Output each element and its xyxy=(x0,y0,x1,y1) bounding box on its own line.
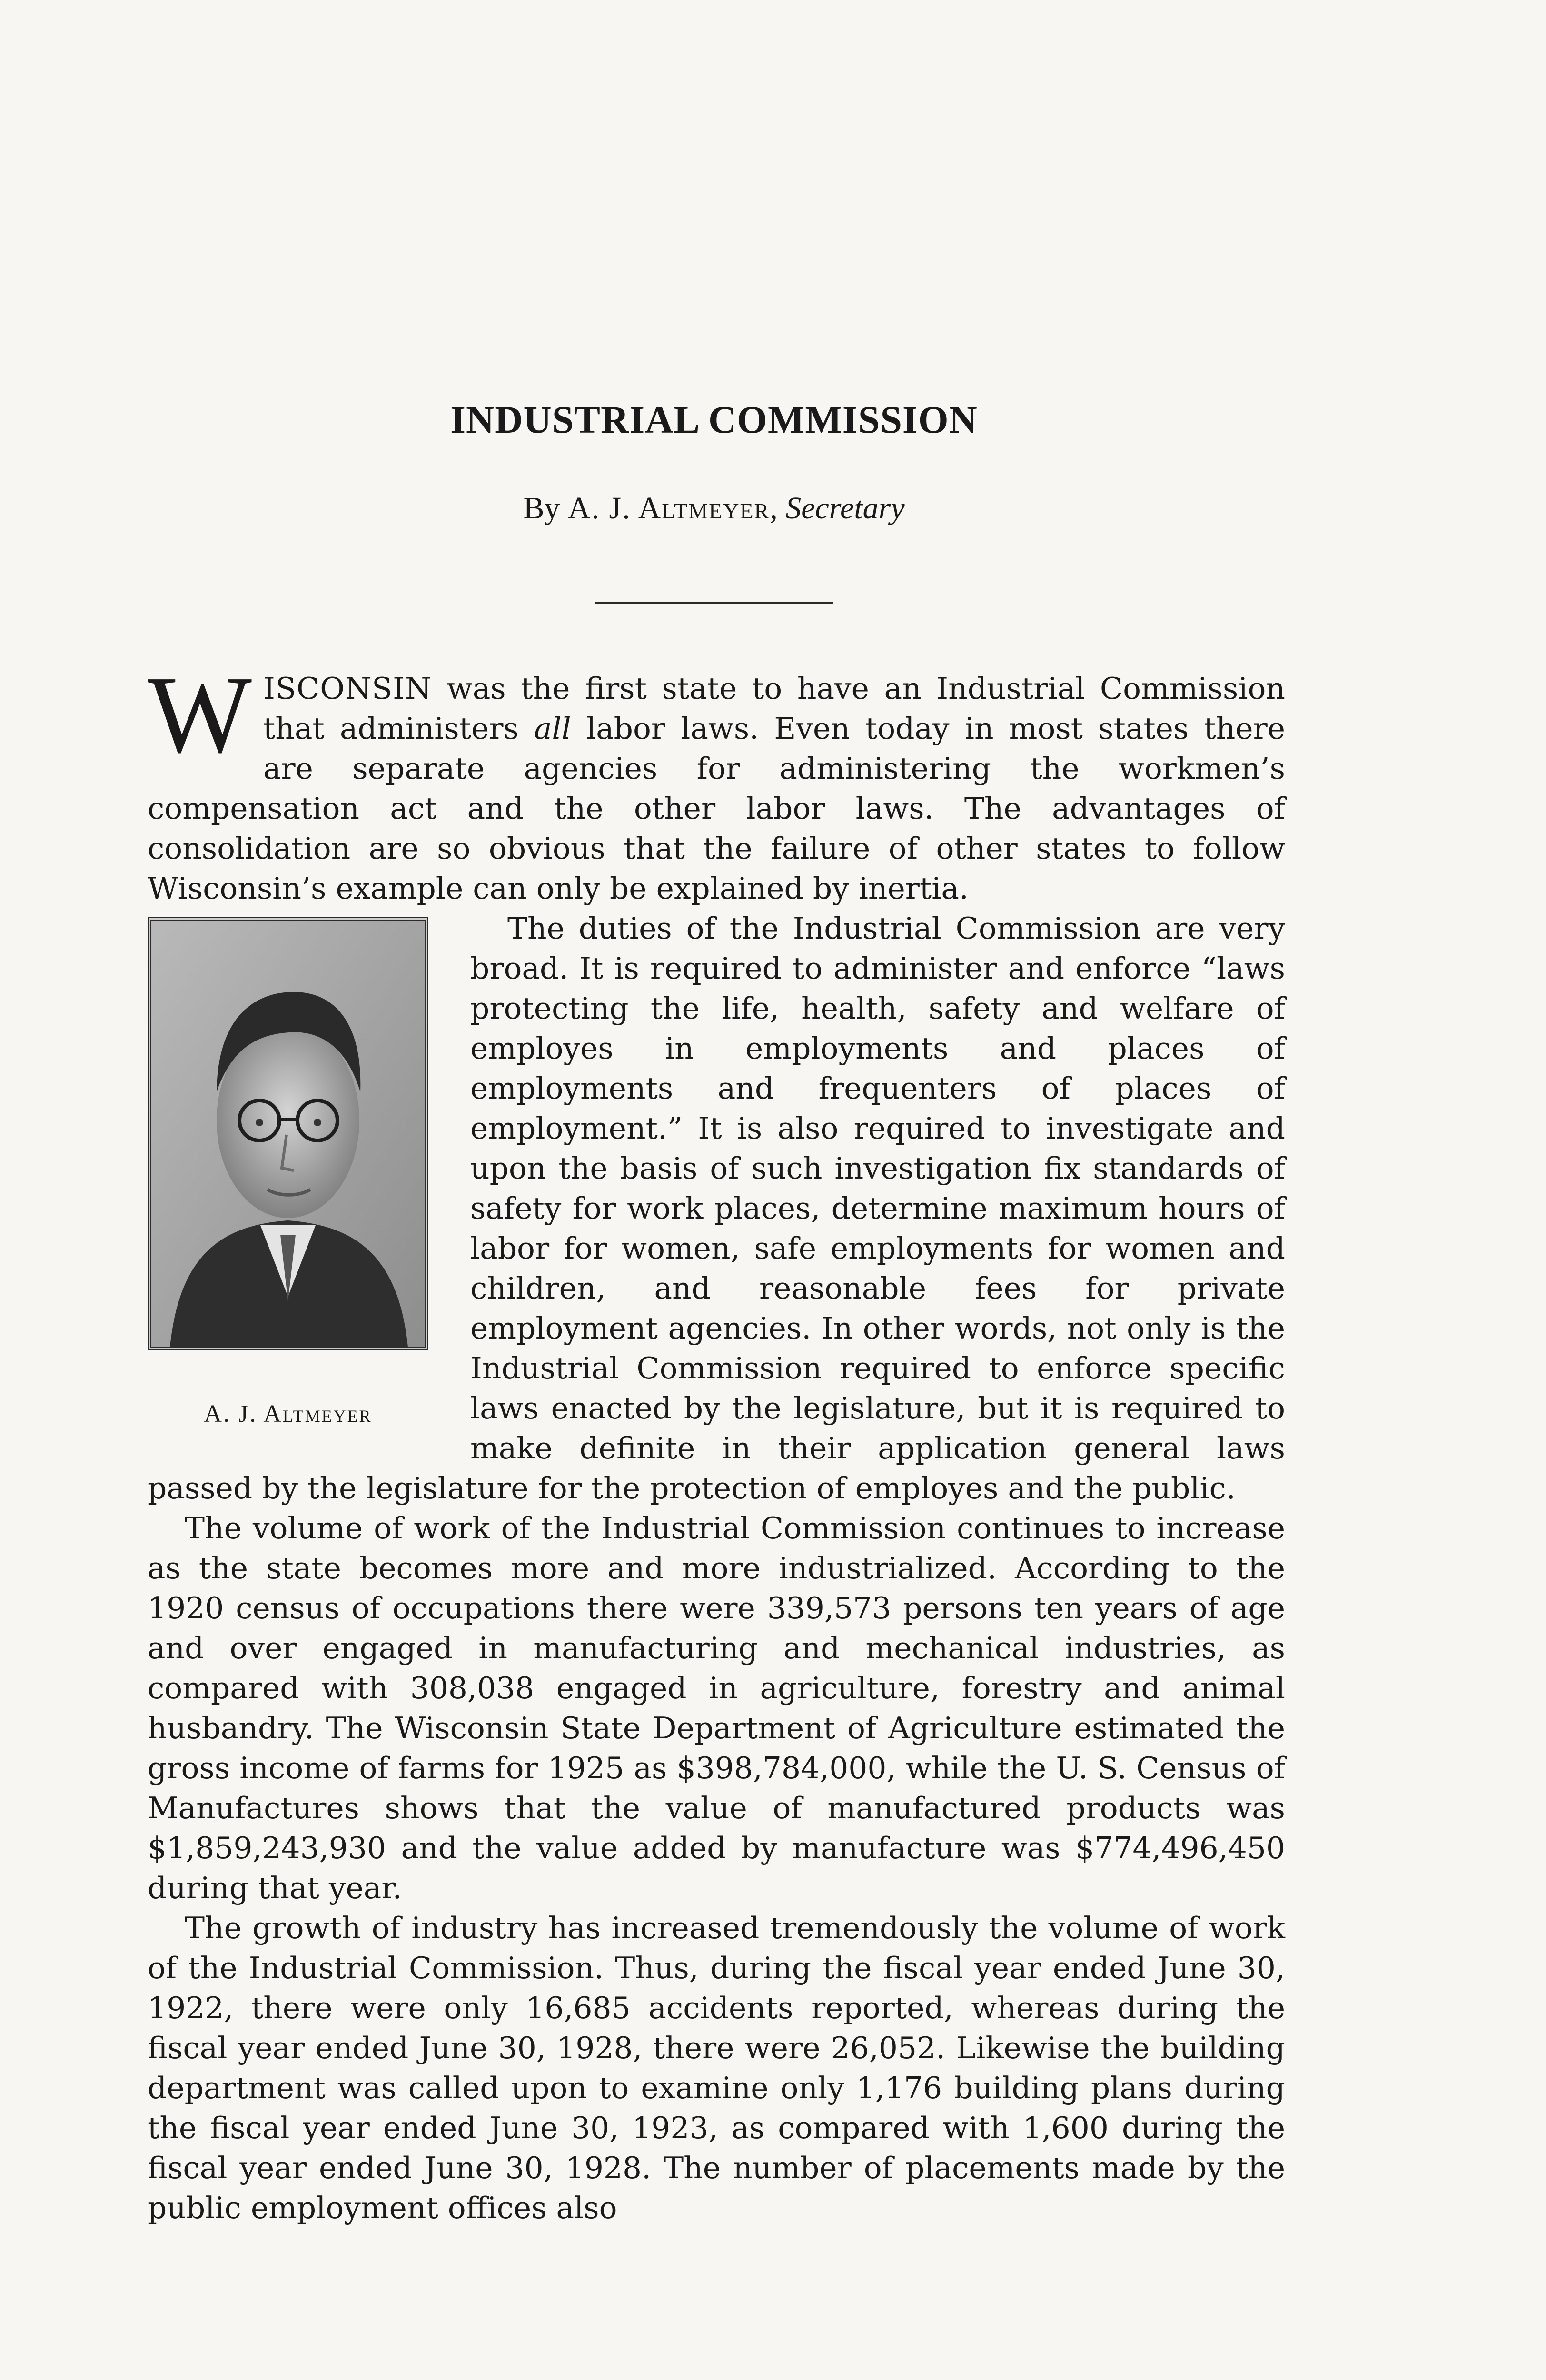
figure-caption: A. J. Altmeyer xyxy=(204,1400,372,1428)
paragraph-4: The growth of industry has increased tremendously the volume of work of the Industrial Commission. Thus, during the fiscal year ended June 30, 1922, there were only 16,685 accidents reported, whereas during the fiscal year ended June 30, 1928, there were 26,052. Likewise the building department was called upon to examine only 1,176 building plans during the fiscal year ended June 30, 1923, as compared with 1,600 during the fiscal year ended June 30, 1928. The number of placements made by the public employment offices also xyxy=(148,1911,1285,2225)
byline-comma: , xyxy=(770,491,786,526)
title-divider xyxy=(595,602,833,604)
author-role: Secretary xyxy=(785,491,905,526)
paragraph-1-text-a: was the first state to have an Industrial Commission that administers xyxy=(263,671,1285,746)
paragraph-3: The volume of work of the Industrial Commission continues to increase as the state becomes more and more industrialized. According to the 1920 census of occupations there were 339,573 persons ten years of age and over engaged in manufacturing and mechanical industries, as compared with 308,038 engaged in agriculture, forestry and animal husbandry. The Wisconsin State Department of Agriculture estimated the gross income of farms for 1925 as $398,784,000, while the U. S. Census of Manufactures shows that the value of manufactured products was $1,859,243,930 and the value added by manufacture was $774,496,450 during that year. xyxy=(148,1511,1285,1905)
drop-cap: W xyxy=(148,654,252,776)
article-title: INDUSTRIAL COMMISSION xyxy=(450,398,978,441)
byline-prefix: By xyxy=(523,491,560,526)
paragraph-1-lead: ISCONSIN xyxy=(263,671,432,706)
article-byline xyxy=(0,490,1428,526)
paragraph-1-text-b: labor laws. Even today in most states there are separate agencies for administering the workmen’s compensation act and the other labor laws. The advantages of consolidation are so obvious that the failure of other states to follow Wisconsin’s example can only be explained by inertia. xyxy=(148,711,1285,906)
paragraph-1 xyxy=(148,654,1285,909)
paragraph-2: The duties of the Industrial Commission are very broad. It is required to administer and enforce “laws protecting the life, health, safety and welfare of employes in employments and places of employments and frequenters of places of employment.” It is also required to investigate and upon the basis of such investigation fix standards of safety for work places, determine maximum hours of labor for women, safe employments for women and children, and reasonable fees for private employment agencies. In other words, not only is the Industrial Commission required to enforce specific laws enacted by the legislature, but it is required to make definite in their application general laws passed by the legislature for the protection of employes and the public. xyxy=(148,911,1285,1506)
article-body xyxy=(148,654,1285,2228)
author-figure xyxy=(148,917,428,1434)
paragraph-1-italic: all xyxy=(534,711,571,746)
author-portrait-photo xyxy=(148,917,428,1350)
author-name: A. J. Altmeyer xyxy=(567,491,770,526)
portrait-image xyxy=(151,921,425,1347)
